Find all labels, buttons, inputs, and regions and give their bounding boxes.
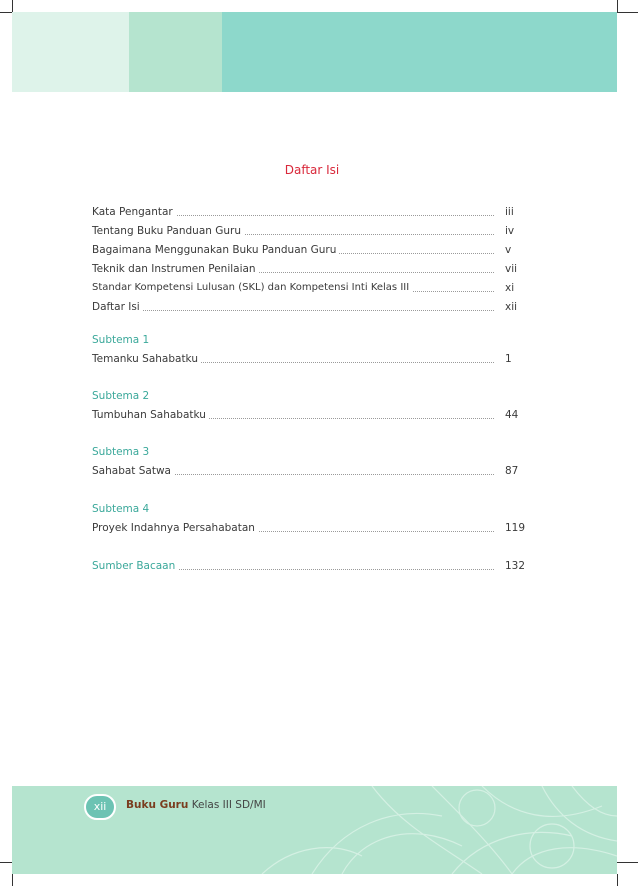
dot-leader <box>92 310 494 311</box>
header-band-dark <box>222 12 617 92</box>
toc-row <box>92 241 522 259</box>
crop-mark <box>12 874 13 886</box>
toc-page: 132 <box>505 560 526 572</box>
toc-page: 87 <box>505 465 519 477</box>
toc-label: Kata Pengantar <box>92 203 176 221</box>
toc-page: xii <box>505 301 518 313</box>
toc-label: Standar Kompetensi Lulusan (SKL) dan Kompetensi Inti Kelas III <box>92 279 412 297</box>
toc-page: 1 <box>505 353 512 365</box>
toc-row <box>92 406 522 424</box>
toc-page: xi <box>505 282 515 294</box>
subtema-heading: Subtema 4 <box>92 503 150 515</box>
footer-book-title <box>126 799 266 811</box>
toc-row-sumber <box>92 557 526 575</box>
subtema-heading: Subtema 2 <box>92 390 150 402</box>
page-number-badge: xii <box>84 794 116 820</box>
toc-page: iv <box>505 225 515 237</box>
toc-label: Proyek Indahnya Persahabatan <box>92 519 258 537</box>
footer-book-sub: Kelas III SD/MI <box>191 799 266 811</box>
footer-book-bold: Buku Guru <box>126 799 189 811</box>
toc-label: Sahabat Satwa <box>92 462 174 480</box>
toc-row <box>92 462 522 480</box>
toc-row <box>92 279 522 297</box>
toc-label: Teknik dan Instrumen Penilaian <box>92 260 259 278</box>
toc-page: v <box>505 244 512 256</box>
crop-mark <box>617 862 638 863</box>
toc-page: vii <box>505 263 518 275</box>
toc-label: Tumbuhan Sahabatku <box>92 406 209 424</box>
toc-row <box>92 203 522 221</box>
toc-row <box>92 260 522 278</box>
toc-page: 119 <box>505 522 526 534</box>
crop-mark <box>617 0 618 12</box>
crop-mark <box>617 874 618 886</box>
toc-row <box>92 519 526 537</box>
toc-label: Bagaimana Menggunakan Buku Panduan Guru <box>92 241 339 259</box>
toc-page: 44 <box>505 409 519 421</box>
toc-label: Daftar Isi <box>92 298 143 316</box>
crop-mark <box>12 0 13 12</box>
page-title: Daftar Isi <box>284 163 340 177</box>
toc-row <box>92 298 522 316</box>
subtema-heading: Subtema 1 <box>92 334 150 346</box>
crop-mark <box>0 12 12 13</box>
header-band-mid <box>129 12 222 92</box>
toc-label: Tentang Buku Panduan Guru <box>92 222 244 240</box>
crop-mark <box>617 12 638 13</box>
subtema-heading: Subtema 3 <box>92 446 150 458</box>
toc-page: iii <box>505 206 514 218</box>
toc-label: Temanku Sahabatku <box>92 350 201 368</box>
crop-mark <box>0 862 12 863</box>
toc-label: Sumber Bacaan <box>92 557 178 575</box>
header-band-light <box>12 12 129 92</box>
toc-row <box>92 350 522 368</box>
toc-row <box>92 222 522 240</box>
